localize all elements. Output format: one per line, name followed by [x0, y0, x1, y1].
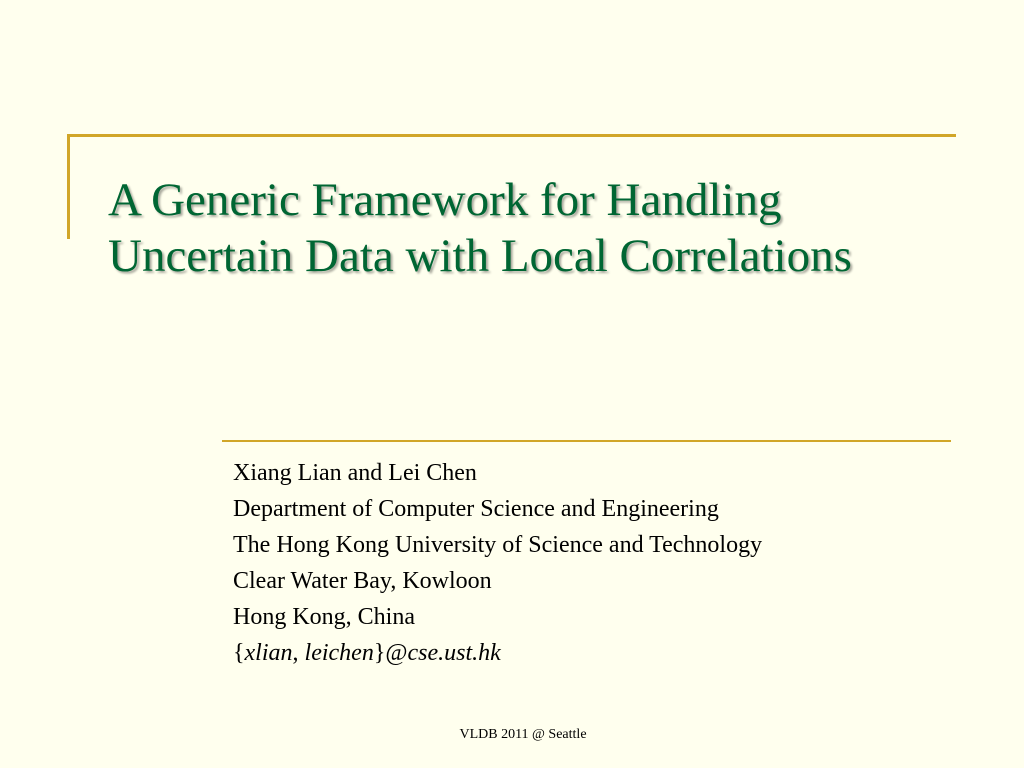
- title-left-rule: [67, 134, 70, 239]
- email-domain: cse.ust.hk: [407, 640, 501, 666]
- author-university: The Hong Kong University of Science and Technology: [233, 532, 763, 558]
- email-user-1: xlian: [244, 640, 293, 666]
- title-top-rule: [67, 134, 956, 137]
- slide-footer: VLDB 2011 @ Seattle: [459, 727, 587, 742]
- email-user-2: leichen: [304, 640, 374, 666]
- author-address-1: Clear Water Bay, Kowloon: [233, 568, 492, 594]
- email-open-brace: {: [233, 640, 245, 666]
- author-address-2: Hong Kong, China: [233, 604, 415, 630]
- author-names: Xiang Lian and Lei Chen: [233, 460, 477, 486]
- title-line-1: A Generic Framework for Handling: [108, 174, 782, 226]
- email-separator: ,: [292, 640, 305, 666]
- author-rule: [222, 440, 951, 442]
- author-department: Department of Computer Science and Engineering: [233, 496, 719, 522]
- author-block: [233, 455, 953, 671]
- title-line-2: Uncertain Data with Local Correlations: [108, 230, 852, 282]
- author-email: [233, 635, 953, 671]
- slide-title: [108, 172, 988, 284]
- email-close-at: }@: [373, 640, 408, 666]
